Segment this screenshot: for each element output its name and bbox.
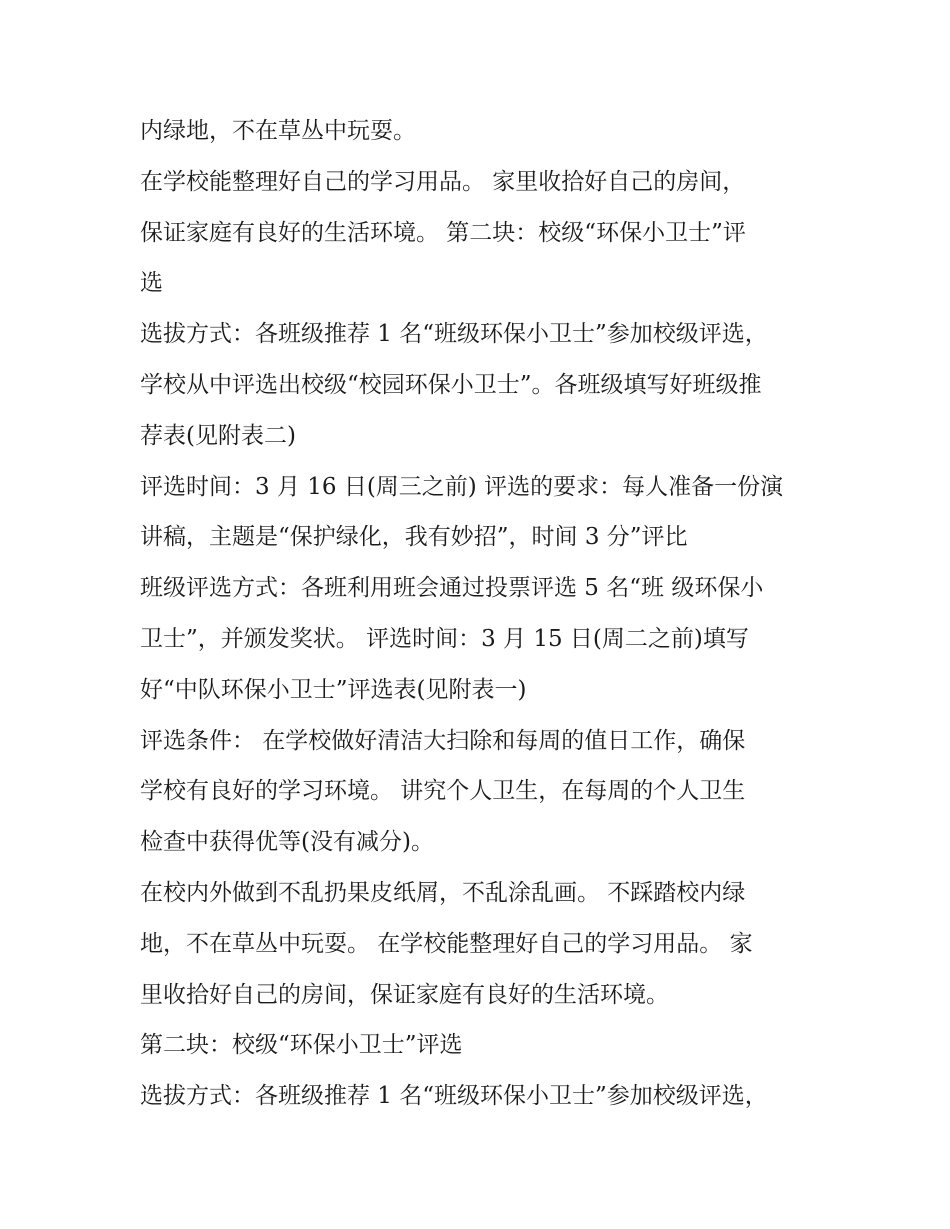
text-line: 卫士”，并颁发奖状。 评选时间：3 月 15 日(周二之前)填写 <box>140 625 749 652</box>
text-line: 选拔方式：各班级推荐 1 名“班级环保小卫士”参加校级评选， <box>140 1083 768 1110</box>
text-line: 在校内外做到不乱扔果皮纸屑，不乱涂乱画。 不踩踏校内绿 <box>140 879 746 906</box>
text-line: 保证家庭有良好的生活环境。 第二块：校级“环保小卫士”评 <box>140 219 746 246</box>
text-line: 讲稿，主题是“保护绿化，我有妙招”，时间 3 分”评比 <box>140 524 688 551</box>
text-line: 里收拾好自己的房间，保证家庭有良好的生活环境。 <box>140 981 669 1008</box>
text-line: 第二块：校级“环保小卫士”评选 <box>140 1032 463 1059</box>
text-line: 检查中获得优等(没有减分)。 <box>140 829 434 856</box>
text-line: 内绿地，不在草丛中玩耍。 <box>140 118 416 144</box>
text-line: 评选条件： 在学校做好清洁大扫除和每周的值日工作，确保 <box>140 727 746 754</box>
text-line: 选 <box>140 270 163 297</box>
text-line: 地，不在草丛中玩耍。 在学校能整理好自己的学习用品。 家 <box>140 930 753 957</box>
text-line: 在学校能整理好自己的学习用品。 家里收拾好自己的房间， <box>140 168 746 195</box>
text-line: 班级评选方式：各班利用班会通过投票评选 5 名“班 级环保小 <box>140 575 764 602</box>
text-line: 学校从中评选出校级“校园环保小卫士”。各班级填写好班级推 <box>140 371 762 398</box>
text-line: 学校有良好的学习环境。 讲究个人卫生，在每周的个人卫生 <box>140 778 746 805</box>
text-line: 荐表(见附表二) <box>140 422 296 449</box>
text-line: 选拔方式：各班级推荐 1 名“班级环保小卫士”参加校级评选， <box>140 321 768 348</box>
document-body <box>140 106 820 1122</box>
text-line: 好“中队环保小卫士”评选表(见附表一) <box>140 676 527 703</box>
text-line: 评选时间：3 月 16 日(周三之前) 评选的要求：每人准备一份演 <box>140 473 784 500</box>
